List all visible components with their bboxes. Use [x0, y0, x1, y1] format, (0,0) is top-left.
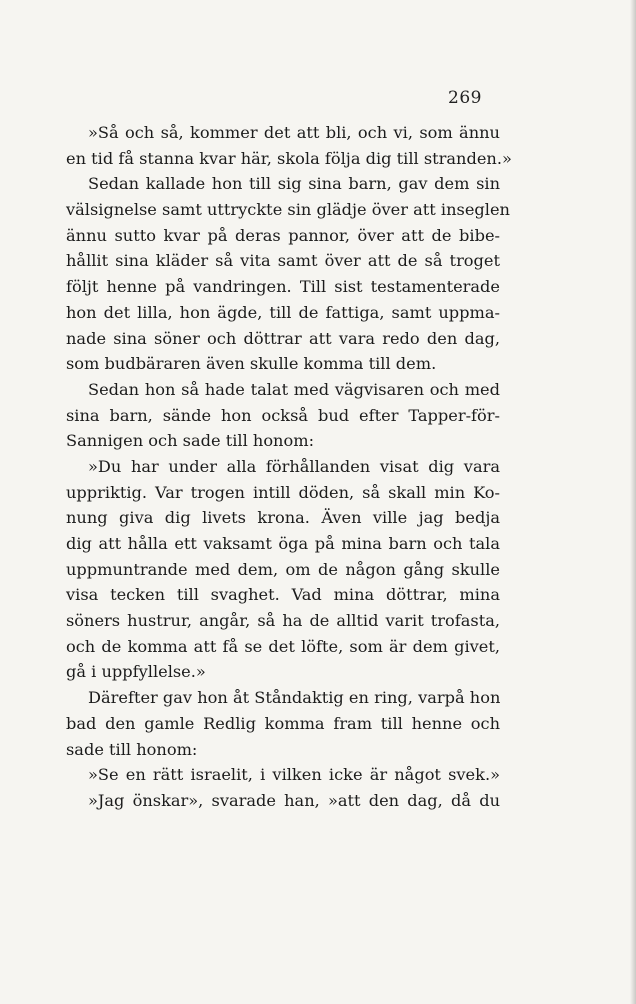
text-line: Sedan kallade hon till sig sina barn, gav dem sin — [88, 174, 500, 194]
text-line: »Du har under alla förhållanden visat dig vara — [88, 456, 500, 476]
body-text — [66, 120, 512, 814]
text-line: nade sina söner och döttrar att vara redo den dag, — [66, 328, 500, 348]
text-line: ännu sutto kvar på deras pannor, över att de bibe- — [66, 225, 500, 245]
text-line: nung giva dig livets krona. Även ville jag bedja — [66, 508, 500, 528]
text-line: Sannigen och sade till honom: — [66, 431, 315, 451]
text-line: och de komma att få se det löfte, som är dem givet, — [66, 636, 500, 656]
text-line: sade till honom: — [66, 739, 198, 759]
text-line: hållit sina kläder så vita samt över att de så troget — [66, 251, 500, 271]
text-line: hon det lilla, hon ägde, till de fattiga, samt uppma- — [66, 302, 500, 322]
text-line: söners hustrur, angår, så ha de alltid varit trofasta, — [66, 611, 500, 631]
text-line: välsignelse samt uttryckte sin glädje över att inseglen — [66, 200, 510, 220]
text-line: följt henne på vandringen. Till sist testamenterade — [66, 277, 500, 297]
text-line: Därefter gav hon åt Ståndaktig en ring, varpå hon — [88, 688, 501, 708]
text-line: »Så och så, kommer det att bli, och vi, som ännu — [88, 123, 500, 142]
page-edge-shadow — [630, 0, 636, 1004]
text-line: sina barn, sände hon också bud efter Tapper-för- — [66, 405, 500, 425]
text-line: bad den gamle Redlig komma fram till henne och — [66, 713, 500, 733]
text-line: dig att hålla ett vaksamt öga på mina barn och tala — [66, 534, 500, 553]
text-line: »Jag önskar», svarade han, »att den dag, då du — [88, 790, 500, 810]
text-line: Sedan hon så hade talat med vägvisaren och med — [88, 379, 500, 399]
text-line: uppriktig. Var trogen intill döden, så skall min Ko- — [66, 482, 500, 502]
text-line: en tid få stanna kvar här, skola följa dig till stranden.» — [66, 148, 512, 168]
text-line: som budbäraren även skulle komma till dem. — [66, 354, 437, 374]
page-number: 269 — [448, 88, 482, 108]
text-line: »Se en rätt israelit, i vilken icke är något svek.» — [88, 765, 500, 785]
text-line: uppmuntrande med dem, om de någon gång skulle — [66, 559, 500, 579]
text-line: gå i uppfyllelse.» — [66, 662, 206, 682]
text-line: visa tecken till svaghet. Vad mina döttrar, mina — [66, 585, 500, 605]
